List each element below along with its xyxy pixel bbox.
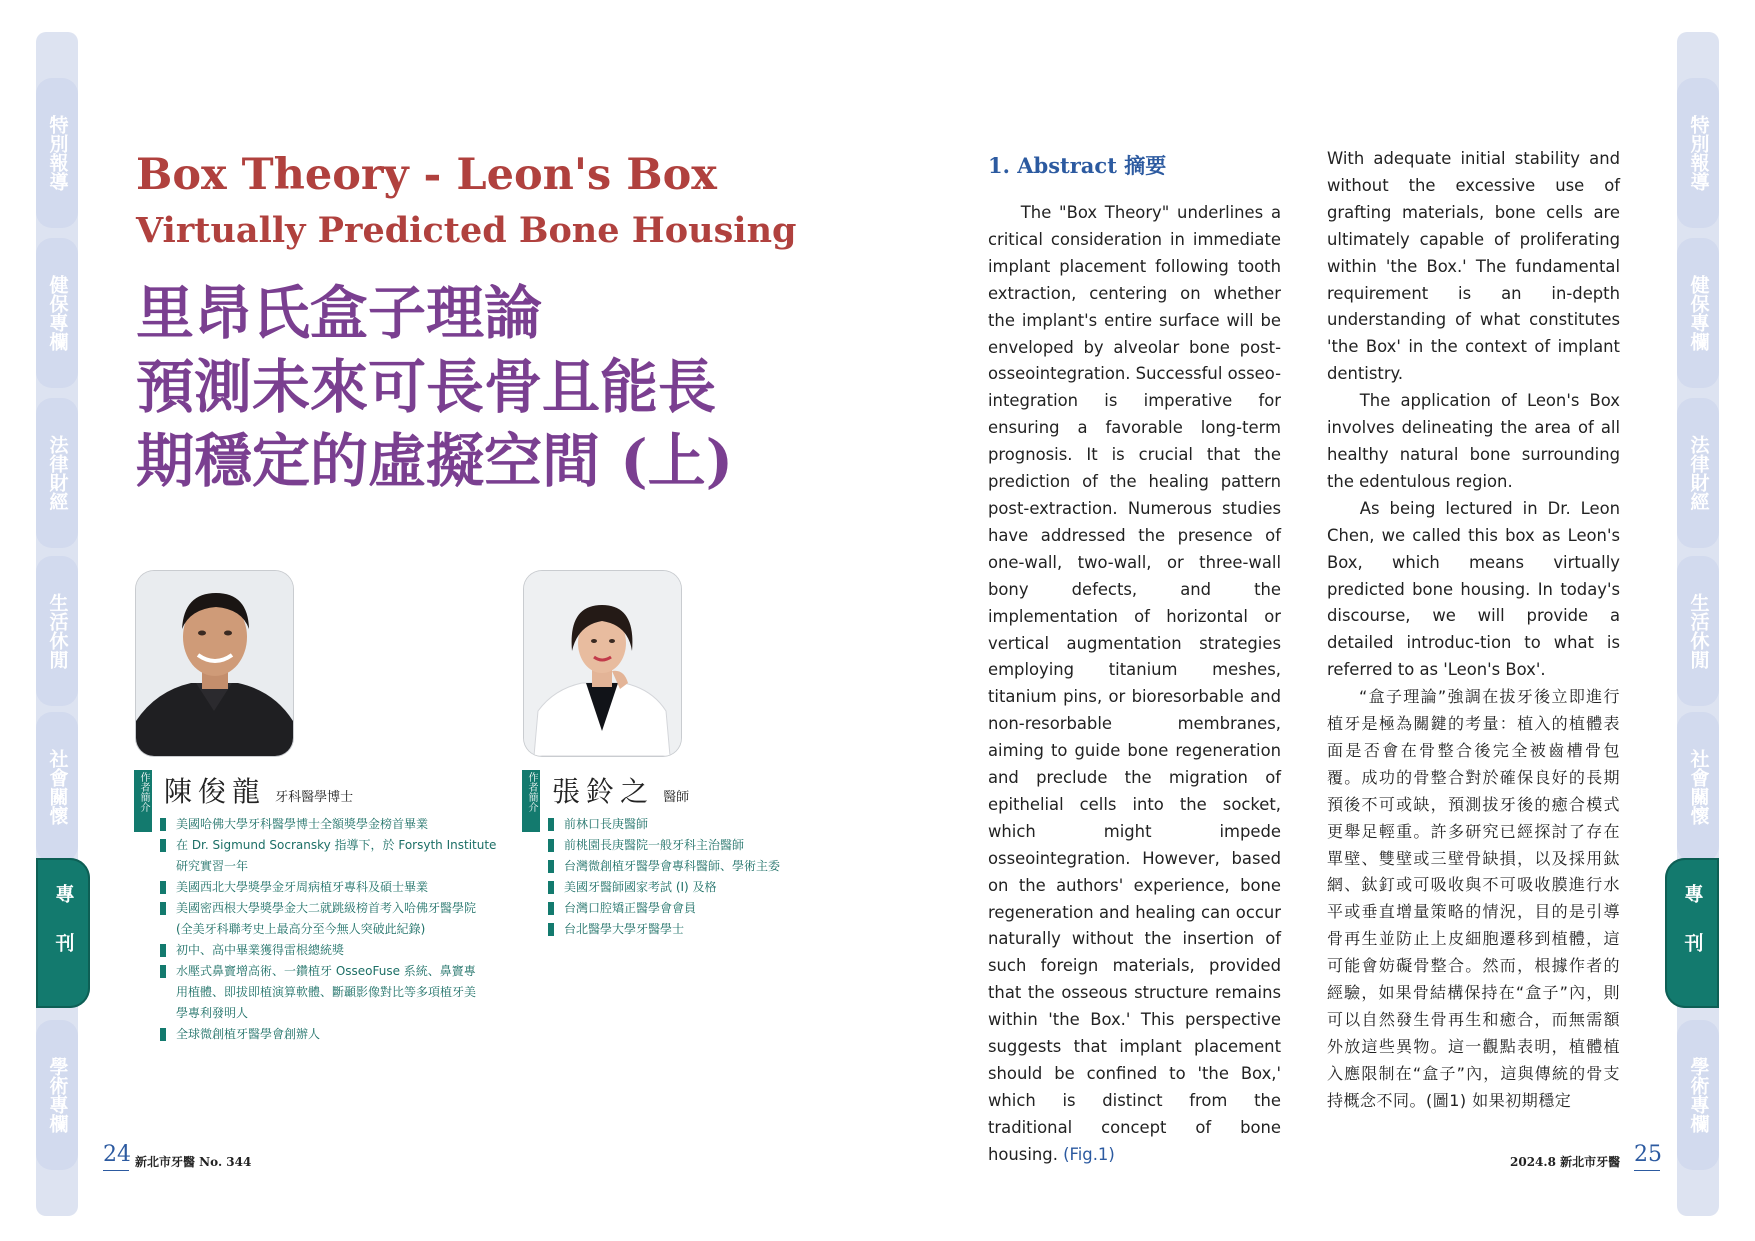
title-chinese-line1: 里昂氏盒子理論	[136, 279, 543, 347]
credential-item-continued: 用植體、即拔即植演算軟體、斷顳影像對比等多項植牙美	[176, 985, 477, 999]
author1-name-line	[164, 770, 353, 810]
credential-item: 前桃園長庚醫院一般牙科主治醫師	[548, 835, 780, 856]
credential-item: 台北醫學大學牙醫學士	[548, 919, 780, 940]
tab-lifestyle[interactable]	[36, 556, 78, 706]
credential-item: 美國哈佛大學牙科醫學博士全額獎學金榜首畢業	[160, 814, 496, 835]
tab-academic[interactable]	[36, 1020, 78, 1170]
page-number-left: 24	[103, 1142, 131, 1167]
credential-item: 在 Dr. Sigmund Socransky 指導下，於 Forsyth Institute	[160, 835, 496, 856]
tab-health-insurance[interactable]	[36, 238, 78, 388]
author1-credentials	[160, 814, 496, 1045]
author2-portrait	[524, 571, 681, 756]
figure-reference[interactable]: (Fig.1)	[1063, 1144, 1115, 1164]
tab-label: 生活休閒	[1687, 593, 1710, 669]
author2-name-line	[552, 770, 689, 810]
tab-academic[interactable]	[1677, 1020, 1719, 1170]
footer-journal-issue: 新北市牙醫 No. 344	[135, 1155, 252, 1169]
tab-label: 生活休閒	[46, 593, 69, 669]
article-column-2	[1327, 146, 1620, 1115]
footer-date-journal: 2024.8 新北市牙醫	[1510, 1155, 1621, 1169]
title-chinese-line2: 預測未來可長骨且能長	[136, 353, 717, 421]
paragraph-abstract-1: The "Box Theory" underlines a critical consideration in immediate implant placement following tooth extraction, centering on whether the implant's entire surface will be enveloped by alveolar bone post-osseointegration. Successful osseo-integration is imperative for ensuring a favorable long-term prognosis. It is crucial that the prediction of the healing pattern post-extraction. Numerous studies have addressed the presence of one-wall, two-wall, or three-wall bony defects, and the implementation of horizontal or vertical augmentation strategies employing titanium meshes, titanium pins, or bioresorbable and non-resorbable membranes, aiming to guide bone regeneration and preclude the migration of epithelial cells into the socket, which might impede osseointegration. However, based on the authors' experience, bone regeneration and healing can occur naturally without the insertion of such foreign materials, provided that the osseous structure remains within 'the Box.' This perspective suggests that implant placement should be confined to 'the Box,' which is distinct from the traditional concept of bone housing. (Fig.1)	[988, 203, 1282, 1164]
credential-item: 美國密西根大學獎學金大二就跳級榜首考入哈佛牙醫學院	[160, 898, 496, 919]
author2-credentials	[548, 814, 780, 940]
paragraph-abstract-zh: “盒子理論”強調在拔牙後立即進行植牙是極為關鍵的考量：植入的植體表面是否會在骨整合後完全被齒槽骨包覆。成功的骨整合對於確保良好的長期預後不可或缺，預測拔牙後的癒合模式更舉足輕重。許多研究已經探討了存在單壁、雙壁或三壁骨缺損，以及採用鈦網、鈦釘或可吸收與不可吸收膜進行水平或垂直增量策略的情況，目的是引導骨再生並防止上皮細胞遷移到植體，這可能會妨礙骨整合。然而，根據作者的經驗，如果骨結構保持在“盒子”內，則可以自然發生骨再生和癒合，而無需額外放這些異物。這一觀點表明，植體植入應限制在“盒子”內，這與傳統的骨支持概念不同。(圖1) 如果初期穩定	[1327, 687, 1620, 1110]
title-chinese	[136, 276, 776, 498]
left-section-tabs	[36, 32, 78, 1216]
tab-label: 特別報導	[46, 115, 69, 191]
credential-item: 台灣微創植牙醫學會專科醫師、學術主委	[548, 856, 780, 877]
tab-label: 健保專欄	[1687, 275, 1710, 351]
credential-item: 台灣口腔矯正醫學會會員	[548, 898, 780, 919]
author-badge-label: 作者簡介	[138, 772, 149, 812]
tab-label: 法律財經	[1687, 435, 1710, 511]
tab-label: 學術專欄	[1687, 1057, 1710, 1133]
title-english-line2: Virtually Predicted Bone Housing	[136, 210, 797, 251]
tab-label: 法律財經	[46, 435, 69, 511]
credential-item: 美國牙醫師國家考試 (I) 及格	[548, 877, 780, 898]
tab-label: 社會關懷	[46, 749, 69, 825]
tab-special-issue[interactable]	[36, 858, 90, 1008]
page-number-right: 25	[1634, 1142, 1662, 1167]
credential-item: 全球微創植牙醫學會創辦人	[160, 1024, 496, 1045]
tab-social-care[interactable]	[1677, 712, 1719, 862]
author-badge	[134, 770, 152, 832]
author2-title: 醫師	[663, 790, 690, 805]
tab-special-report[interactable]	[36, 78, 78, 228]
paragraph-abstract-2: With adequate initial stability and without the excessive use of grafting materials, bone cells are ultimately capable of proliferating within 'the Box.' The fundamental requirement is an in-depth understanding of what constitutes 'the Box' in the context of implant dentistry.	[1327, 149, 1620, 384]
tab-label: 健保專欄	[46, 275, 69, 351]
paragraph-abstract-3: The application of Leon's Box involves delineating the area of all healthy natural bone surrounding the edentulous region.	[1327, 391, 1620, 491]
tab-lifestyle[interactable]	[1677, 556, 1719, 706]
article-column-1	[988, 200, 1281, 1169]
right-section-tabs	[1677, 32, 1719, 1216]
page-number-underline	[1634, 1170, 1660, 1171]
credential-item-continued: (全美牙科聯考史上最高分至今無人突破此紀錄)	[176, 922, 426, 936]
author-badge	[522, 770, 540, 832]
author2-name: 張鈴之	[552, 775, 655, 808]
tab-health-insurance[interactable]	[1677, 238, 1719, 388]
tab-label: 專刊	[1681, 884, 1704, 982]
section-heading: 1. Abstract 摘要	[988, 153, 1167, 178]
tab-label: 學術專欄	[46, 1057, 69, 1133]
author1-portrait	[136, 571, 293, 756]
author-badge-label: 作者簡介	[526, 772, 537, 812]
credential-item-continued: 研究實習一年	[176, 859, 249, 873]
title-english-line1: Box Theory - Leon's Box	[136, 150, 717, 200]
tab-label: 專刊	[52, 884, 75, 982]
paragraph-abstract-4: As being lectured in Dr. Leon Chen, we called this box as Leon's Box, which means virtually predicted bone housing. In today's discourse, we will provide a detailed introduc-tion to what is referred to as 'Leon's Box'.	[1327, 498, 1620, 680]
tab-label: 社會關懷	[1687, 749, 1710, 825]
credential-item: 初中、高中畢業獲得雷根總統獎	[160, 940, 496, 961]
credential-item: 水壓式鼻竇增高術、一鑽植牙 OsseoFuse 系統、鼻竇專	[160, 961, 496, 982]
tab-social-care[interactable]	[36, 712, 78, 862]
credential-item: 美國西北大學獎學金牙周病植牙專科及碩士畢業	[160, 877, 496, 898]
author1-name: 陳俊龍	[164, 775, 267, 808]
credential-item-continued: 學專利發明人	[176, 1006, 249, 1020]
title-chinese-line3: 期穩定的虛擬空間 (上)	[136, 427, 734, 495]
credential-item: 前林口長庚醫師	[548, 814, 780, 835]
tab-label: 特別報導	[1687, 115, 1710, 191]
tab-special-issue[interactable]	[1665, 858, 1719, 1008]
page-number-underline	[103, 1170, 129, 1171]
author1-title: 牙科醫學博士	[275, 790, 354, 805]
tab-law-finance[interactable]	[36, 398, 78, 548]
tab-special-report[interactable]	[1677, 78, 1719, 228]
tab-law-finance[interactable]	[1677, 398, 1719, 548]
